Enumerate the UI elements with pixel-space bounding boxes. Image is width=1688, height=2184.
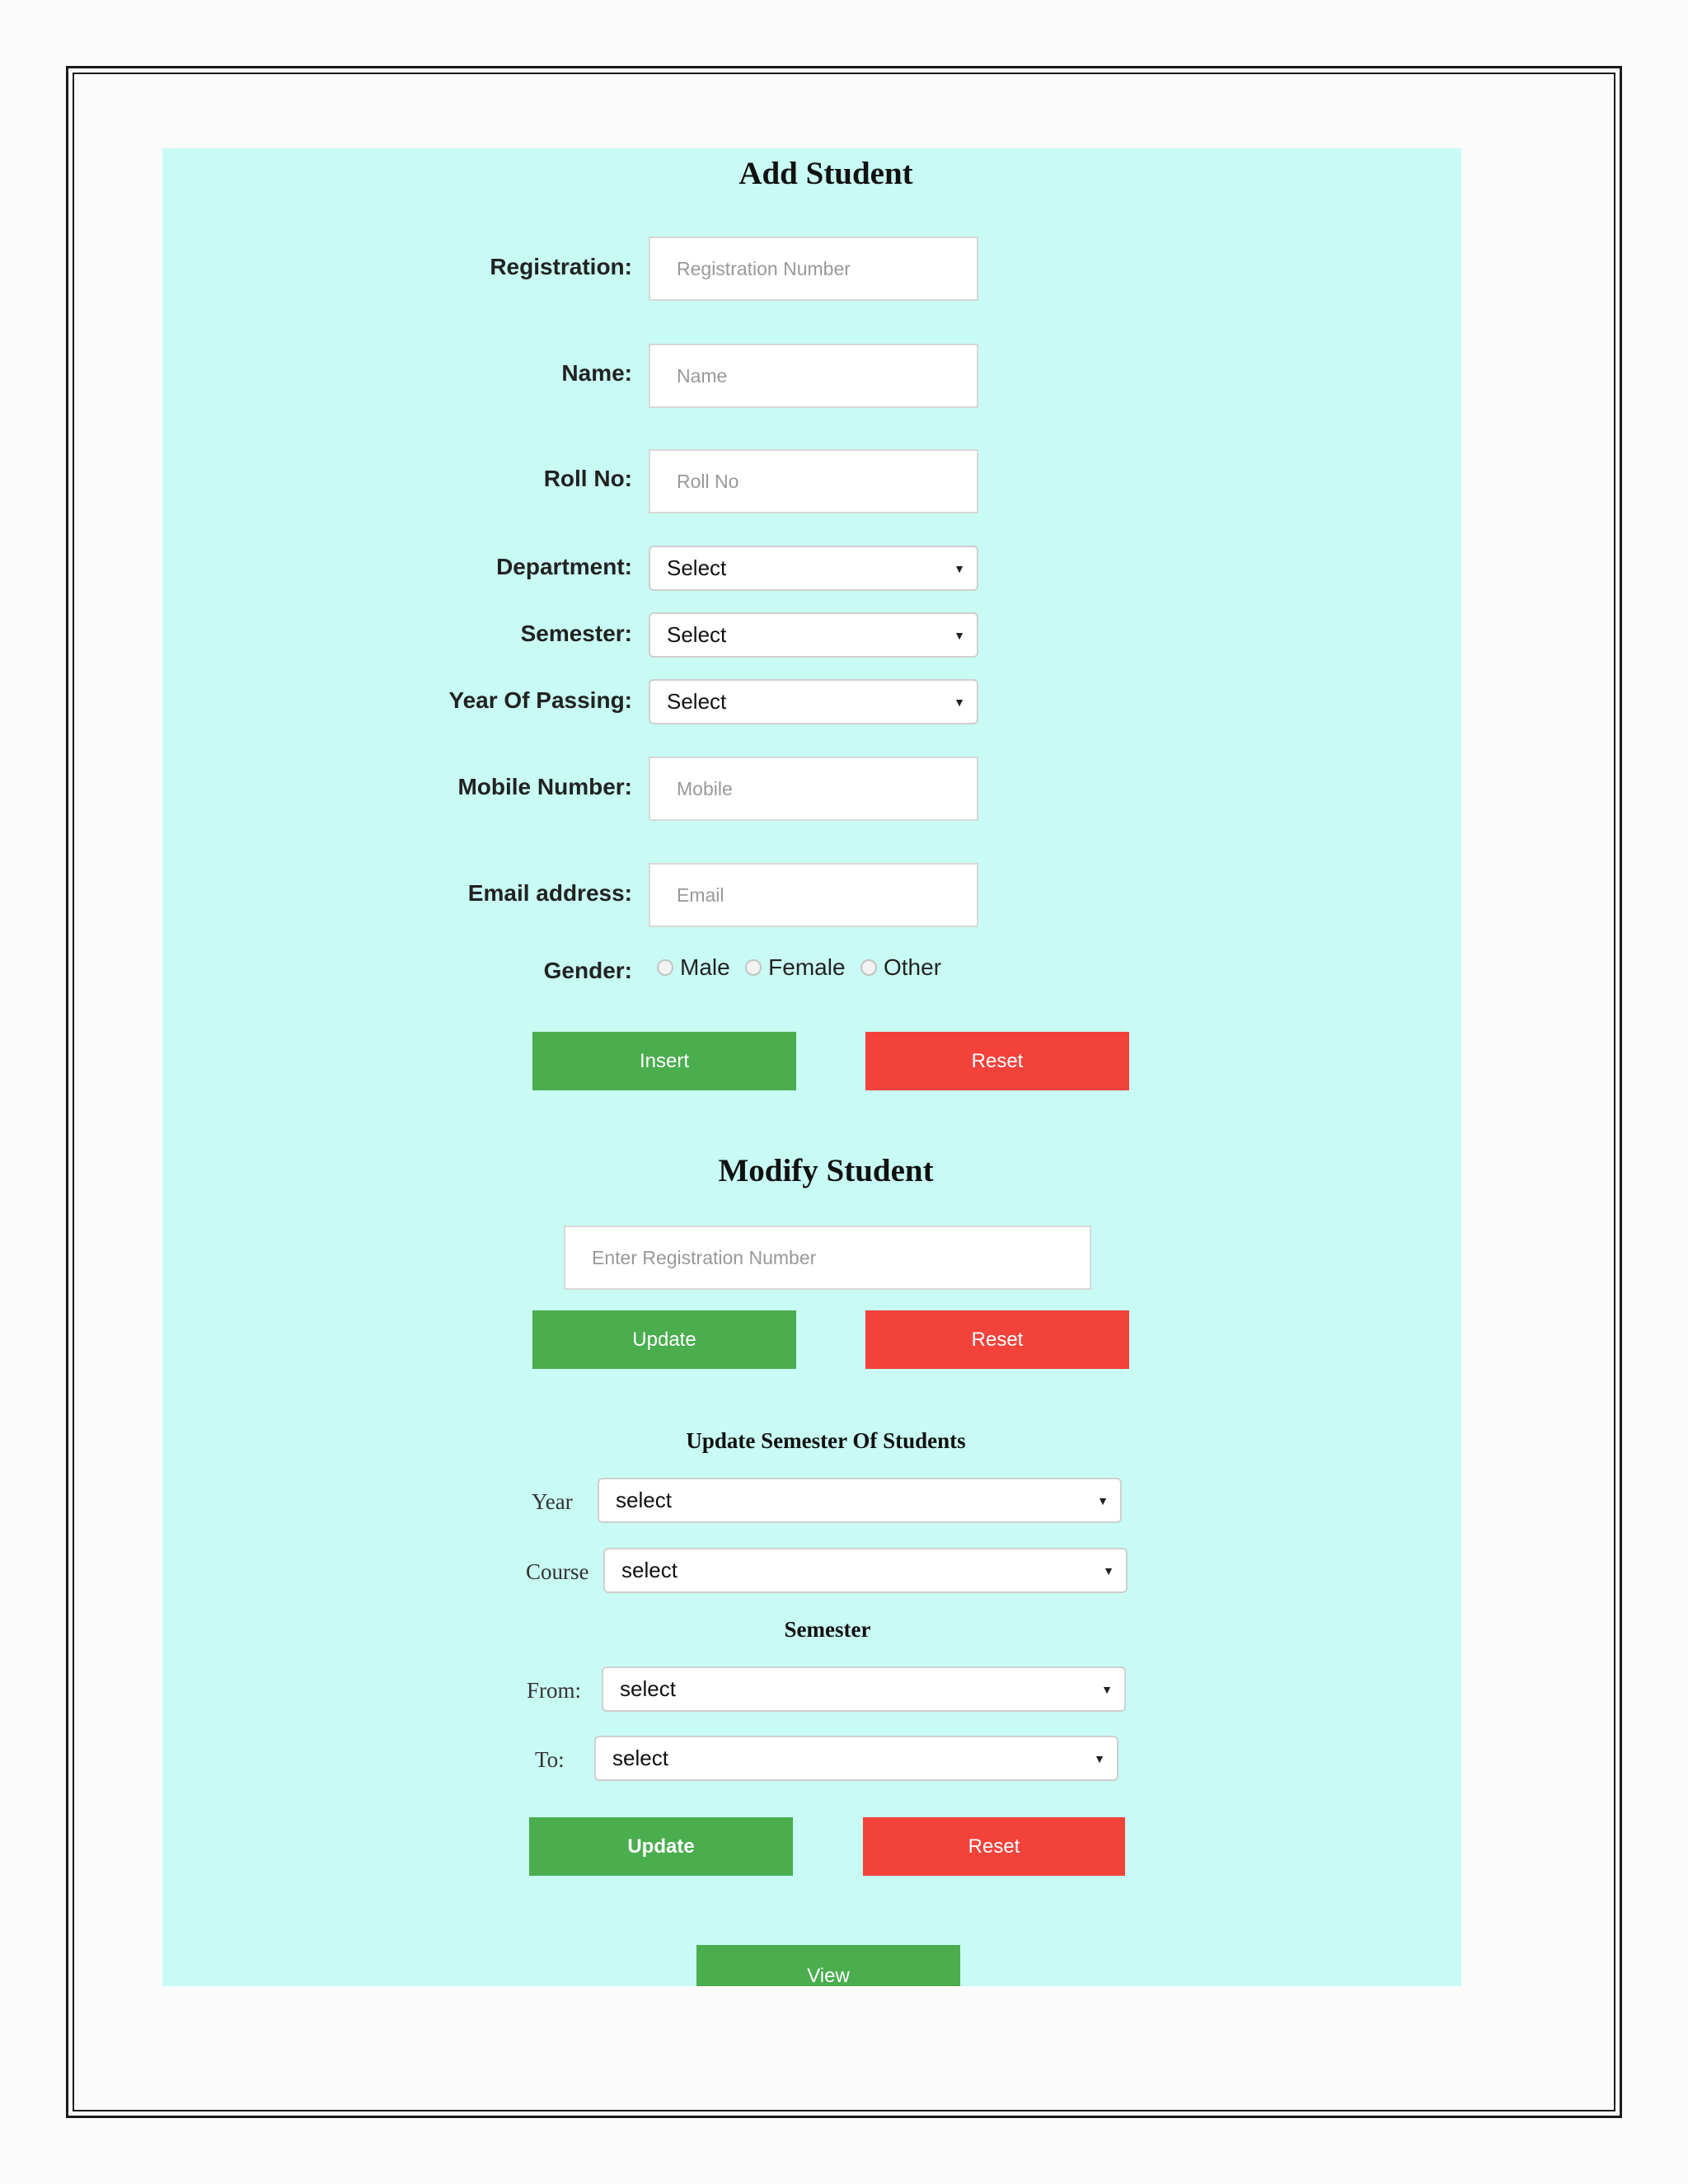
department-select-value: Select bbox=[667, 555, 727, 580]
semester-label: Semester: bbox=[520, 621, 632, 646]
gender-other-radio[interactable] bbox=[860, 959, 877, 976]
update-year-select-value: select bbox=[616, 1488, 672, 1512]
modify-student-title: Modify Student bbox=[718, 1153, 934, 1188]
gender-male-radio[interactable] bbox=[657, 959, 673, 976]
gender-female-radio[interactable] bbox=[745, 959, 762, 976]
semester-select[interactable] bbox=[649, 612, 978, 658]
gender-other-label: Other bbox=[883, 954, 942, 980]
dropdown-arrow-icon: ▼ bbox=[954, 561, 965, 575]
department-label: Department: bbox=[496, 554, 632, 579]
course-label: Course bbox=[526, 1559, 589, 1584]
roll-no-label: Roll No: bbox=[543, 466, 632, 491]
year-label: Year bbox=[532, 1489, 573, 1514]
year-of-passing-select-value: Select bbox=[667, 689, 727, 714]
insert-button[interactable]: Insert bbox=[532, 1032, 796, 1090]
gender-label: Gender: bbox=[543, 958, 632, 983]
dropdown-arrow-icon: ▼ bbox=[1103, 1563, 1114, 1577]
email-label: Email address: bbox=[467, 880, 632, 906]
semester-reset-button[interactable]: Reset bbox=[863, 1817, 1125, 1876]
department-select[interactable] bbox=[649, 546, 978, 591]
add-reset-button[interactable]: Reset bbox=[865, 1032, 1129, 1090]
update-year-select[interactable] bbox=[598, 1478, 1122, 1523]
view-button-label: View bbox=[807, 1965, 850, 1986]
from-label: From: bbox=[527, 1678, 582, 1703]
year-of-passing-label: Year Of Passing: bbox=[448, 687, 632, 713]
dropdown-arrow-icon: ▼ bbox=[954, 695, 965, 709]
email-input[interactable]: Email bbox=[649, 863, 978, 927]
view-button[interactable] bbox=[696, 1945, 960, 1986]
roll-no-input[interactable]: Roll No bbox=[649, 449, 978, 513]
semester-update-button[interactable]: Update bbox=[529, 1817, 793, 1876]
add-student-title: Add Student bbox=[738, 156, 913, 191]
semester-heading: Semester bbox=[784, 1617, 871, 1642]
dropdown-arrow-icon: ▼ bbox=[1097, 1493, 1109, 1507]
update-course-select[interactable] bbox=[603, 1548, 1128, 1593]
registration-label: Registration: bbox=[490, 254, 632, 279]
modify-update-button[interactable]: Update bbox=[532, 1310, 796, 1369]
dropdown-arrow-icon: ▼ bbox=[1101, 1682, 1113, 1696]
gender-female-label: Female bbox=[768, 954, 846, 980]
registration-input[interactable]: Registration Number bbox=[649, 237, 978, 301]
update-semester-title: Update Semester Of Students bbox=[686, 1428, 966, 1453]
mobile-input[interactable]: Mobile bbox=[649, 757, 978, 821]
modify-reset-button[interactable]: Reset bbox=[865, 1310, 1129, 1369]
semester-from-select[interactable] bbox=[602, 1666, 1126, 1712]
modify-registration-input[interactable]: Enter Registration Number bbox=[564, 1226, 1091, 1290]
gender-radio-group bbox=[657, 954, 953, 981]
to-label: To: bbox=[535, 1747, 565, 1772]
semester-to-select[interactable] bbox=[594, 1736, 1118, 1781]
student-form-panel bbox=[162, 148, 1461, 1986]
dropdown-arrow-icon: ▼ bbox=[1094, 1751, 1105, 1765]
semester-select-value: Select bbox=[667, 622, 727, 647]
semester-from-select-value: select bbox=[620, 1676, 676, 1701]
semester-to-select-value: select bbox=[612, 1746, 668, 1770]
name-label: Name: bbox=[561, 360, 632, 386]
update-course-select-value: select bbox=[621, 1558, 678, 1582]
dropdown-arrow-icon: ▼ bbox=[954, 628, 965, 642]
mobile-label: Mobile Number: bbox=[457, 774, 632, 799]
year-of-passing-select[interactable] bbox=[649, 679, 978, 724]
gender-male-label: Male bbox=[680, 954, 730, 980]
name-input[interactable]: Name bbox=[649, 344, 978, 408]
